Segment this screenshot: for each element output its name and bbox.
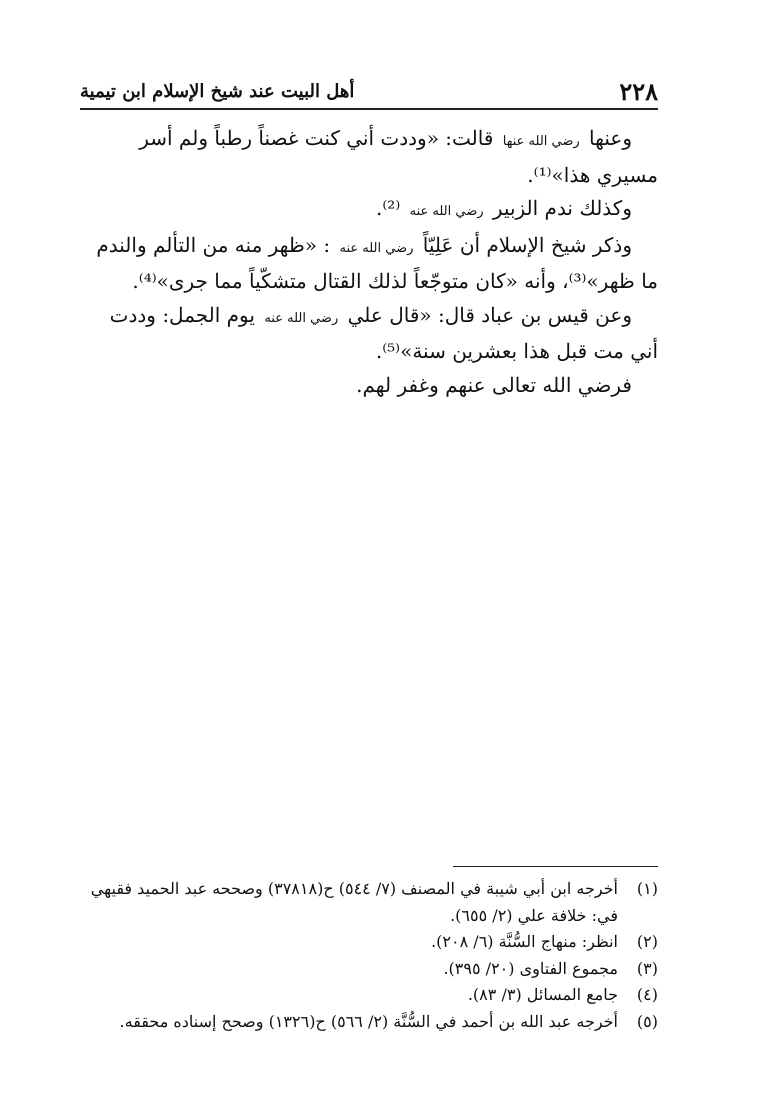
footnote-rule	[453, 866, 658, 867]
footnote-item	[80, 876, 658, 929]
footnote-number: (٤)	[636, 985, 658, 1004]
footnote-text: انظر: منهاج السُّنَّة (٦/ ٢٠٨).	[431, 932, 618, 951]
paragraph-text: ⁽²⁾.	[376, 196, 401, 220]
footnote-text: أخرجه عبد الله بن أحمد في السُّنَّة (٢/ ٥٦٦) ح(١٣٢٦) وصحح إسناده محققه.	[119, 1011, 618, 1031]
paragraph-text: قالت: «وددت أني كنت غصناً رطباً ولم أسر مسيري هذا»⁽¹⁾.	[139, 126, 658, 187]
header-rule	[80, 108, 658, 110]
footnotes	[80, 876, 658, 1035]
paragraph-text: : «ظهر منه من التألم والندم ما ظهر»⁽³⁾، وأنه «كان متوجّعاً لذلك القتال متشكّياً مما جرى»⁽⁴⁾.	[96, 232, 658, 293]
paragraph-text: وعنها	[589, 126, 632, 150]
footnote-number: (٢)	[636, 932, 658, 951]
paragraph-text: وكذلك ندم الزبير	[492, 196, 632, 220]
paragraph-3	[80, 229, 658, 299]
honorific-glyph: رضي الله عنه	[339, 240, 414, 256]
paragraph-4	[80, 299, 658, 369]
footnote-item	[80, 982, 658, 1009]
footnote-text: جامع المسائل (٣/ ٨٣).	[467, 985, 618, 1004]
running-title: أهل البيت عند شيخ الإسلام ابن تيمية	[80, 80, 355, 102]
body-text	[80, 122, 658, 402]
footnote-text: مجموع الفتاوى (٢٠/ ٣٩٥).	[443, 958, 618, 978]
page-number: ٢٢٨	[619, 76, 658, 106]
footnote-item	[80, 1009, 658, 1036]
paragraph-text: وذكر شيخ الإسلام أن عَلِيّاً	[422, 232, 632, 257]
page-header	[80, 74, 658, 108]
paragraph-2	[80, 192, 658, 229]
honorific-glyph: رضي الله عنه	[409, 204, 484, 219]
paragraph-text: وعن قيس بن عباد قال: «قال علي	[347, 302, 632, 327]
footnote-item	[80, 929, 658, 956]
footnote-item	[80, 956, 658, 983]
paragraph-1	[80, 122, 658, 192]
honorific-glyph: رضي الله عنها	[502, 134, 580, 149]
paragraph-text: يوم الجمل: وددت أني مت قبل هذا بعشرين سنة»⁽⁵⁾.	[109, 302, 658, 363]
footnote-text: أخرجه ابن أبي شيبة في المصنف (٧/ ٥٤٤) ح(٣٧٨١٨) وصححه عبد الحميد فقيهي في: خلافة علي (٢/ ٦٥٥).	[90, 879, 618, 925]
footnote-number: (١)	[636, 879, 658, 898]
honorific-glyph: رضي الله عنه	[264, 310, 339, 326]
footnote-number: (٥)	[636, 1011, 658, 1031]
footnote-number: (٣)	[636, 958, 658, 978]
paragraph-5: فرضي الله تعالى عنهم وغفر لهم.	[356, 372, 632, 397]
